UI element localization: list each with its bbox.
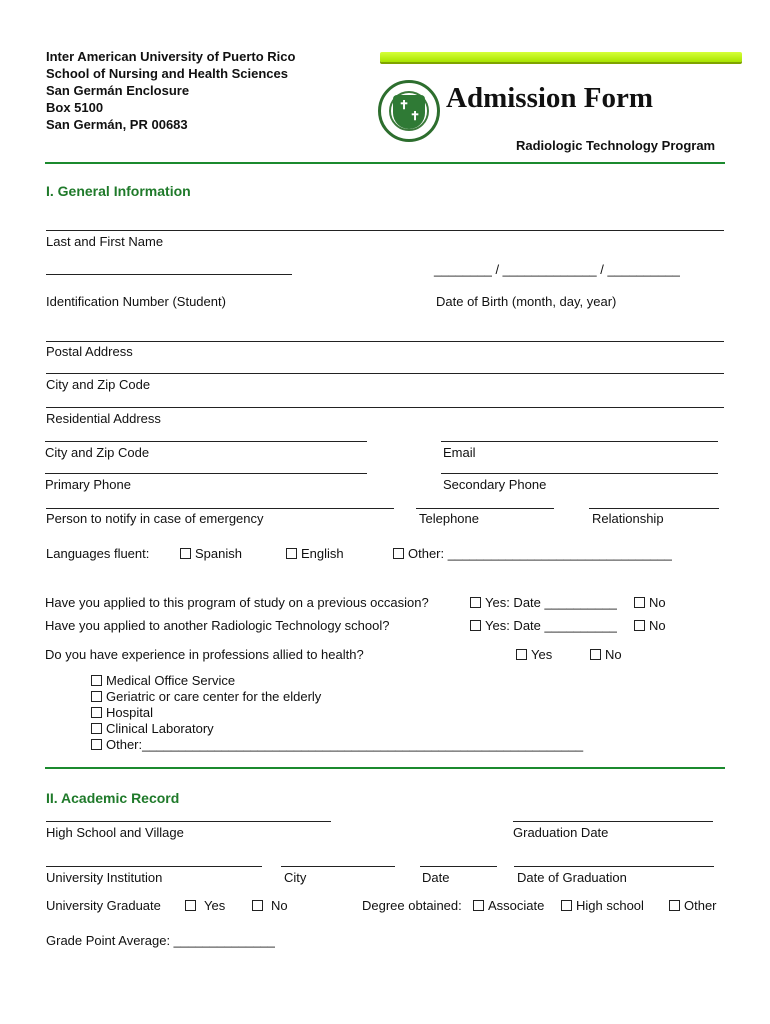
checkbox[interactable] (590, 649, 601, 660)
high-school-option[interactable] (561, 898, 644, 913)
experience-option-label: Clinical Laboratory (106, 721, 214, 736)
english-option[interactable] (286, 546, 344, 561)
yes-label: Yes (204, 898, 226, 913)
city-zip-field[interactable] (45, 441, 367, 442)
emergency-telephone-field[interactable] (416, 508, 554, 509)
experience-option[interactable] (91, 689, 583, 705)
graduate-no-option[interactable] (252, 898, 288, 913)
telephone-label: Telephone (419, 511, 479, 526)
question-applied-school: Have you applied to another Radiologic Technology school? (45, 618, 390, 633)
no-option[interactable] (634, 595, 666, 610)
no-label: No (649, 618, 666, 633)
secondary-phone-label: Secondary Phone (443, 477, 547, 492)
other-label: Other (684, 898, 717, 913)
date-of-graduation-label: Date of Graduation (517, 870, 627, 885)
graduation-date-label: Graduation Date (513, 825, 609, 840)
postal-address-field[interactable] (46, 341, 724, 342)
no-option[interactable] (590, 647, 622, 662)
checkbox[interactable] (180, 548, 191, 559)
university-institution-label: University Institution (46, 870, 163, 885)
graduation-date-field[interactable] (513, 821, 713, 822)
relationship-label: Relationship (592, 511, 664, 526)
cross-icon: ✝ (410, 109, 421, 123)
checkbox[interactable] (634, 597, 645, 608)
university-seal-logo (378, 80, 440, 142)
city-label: City (284, 870, 307, 885)
city-zip-field[interactable] (46, 373, 724, 374)
checkbox[interactable] (473, 900, 484, 911)
checkbox[interactable] (516, 649, 527, 660)
city-field[interactable] (281, 866, 395, 867)
cross-icon: ✝ (399, 98, 410, 112)
date-of-graduation-field[interactable] (514, 866, 714, 867)
emergency-contact-field[interactable] (46, 508, 394, 509)
checkbox[interactable] (470, 597, 481, 608)
highlight-bar (380, 52, 742, 62)
checkbox[interactable] (470, 620, 481, 631)
program-name: Radiologic Technology Program (516, 138, 716, 153)
institution-address (46, 48, 295, 133)
id-number-field[interactable] (46, 274, 292, 275)
secondary-phone-field[interactable] (441, 473, 718, 474)
primary-phone-field[interactable] (45, 473, 367, 474)
checkbox[interactable] (91, 675, 102, 686)
section-divider (45, 162, 725, 164)
checkbox[interactable] (669, 900, 680, 911)
dob-field[interactable]: ________ / _____________ / __________ (434, 262, 680, 277)
yes-option[interactable] (516, 647, 552, 662)
associate-option[interactable] (473, 898, 544, 913)
experience-option-label: Geriatric or care center for the elderly (106, 689, 322, 704)
other-language-label: Other: _______________________________ (408, 546, 672, 561)
address-line: Box 5100 (46, 100, 104, 115)
section-title-general: I. General Information (46, 183, 191, 199)
no-option[interactable] (634, 618, 666, 633)
checkbox[interactable] (561, 900, 572, 911)
question-experience: Do you have experience in professions allied to health? (45, 647, 364, 662)
checkbox[interactable] (185, 900, 196, 911)
address-line: Inter American University of Puerto Rico (46, 49, 296, 64)
languages-label: Languages fluent: (46, 546, 150, 561)
checkbox[interactable] (91, 707, 102, 718)
yes-date-label: Yes: Date __________ (485, 595, 617, 610)
experience-option-label: Medical Office Service (106, 673, 236, 688)
email-label: Email (443, 445, 476, 460)
residential-address-field[interactable] (46, 407, 724, 408)
experience-options-list (91, 673, 583, 753)
associate-label: Associate (488, 898, 545, 913)
graduate-yes-option[interactable] (185, 898, 225, 913)
date-label: Date (422, 870, 450, 885)
experience-option[interactable] (91, 737, 583, 753)
dob-label: Date of Birth (month, day, year) (436, 294, 617, 309)
address-line: San Germán Enclosure (46, 83, 190, 98)
section-title-academic: II. Academic Record (46, 790, 180, 806)
experience-option[interactable] (91, 705, 583, 721)
university-institution-field[interactable] (46, 866, 262, 867)
id-number-label: Identification Number (Student) (46, 294, 226, 309)
yes-date-option[interactable] (470, 618, 617, 633)
date-field[interactable] (420, 866, 497, 867)
checkbox[interactable] (91, 739, 102, 750)
experience-option-label: Hospital (106, 705, 153, 720)
gpa-field[interactable]: Grade Point Average: ______________ (46, 933, 275, 948)
no-label: No (605, 647, 622, 662)
name-field[interactable] (46, 230, 724, 231)
spanish-option[interactable] (180, 546, 242, 561)
checkbox[interactable] (91, 723, 102, 734)
checkbox[interactable] (286, 548, 297, 559)
yes-label: Yes (531, 647, 553, 662)
high-school-option-label: High school (576, 898, 644, 913)
primary-phone-label: Primary Phone (45, 477, 131, 492)
seal-shield-icon (393, 95, 425, 129)
section-divider (45, 767, 725, 769)
english-label: English (301, 546, 344, 561)
name-label: Last and First Name (46, 234, 164, 249)
city-zip-label: City and Zip Code (46, 377, 151, 392)
other-language-option[interactable] (393, 546, 672, 561)
checkbox[interactable] (393, 548, 404, 559)
postal-address-label: Postal Address (46, 344, 133, 359)
yes-date-option[interactable] (470, 595, 617, 610)
no-label: No (649, 595, 666, 610)
high-school-label: High School and Village (46, 825, 184, 840)
degree-obtained-label: Degree obtained: (362, 898, 462, 913)
email-field[interactable] (441, 441, 718, 442)
relationship-field[interactable] (589, 508, 719, 509)
checkbox[interactable] (252, 900, 263, 911)
experience-option[interactable] (91, 721, 583, 737)
experience-option-label: Other:_____________________________________________________________ (106, 737, 584, 752)
residential-address-label: Residential Address (46, 411, 161, 426)
experience-option[interactable] (91, 673, 583, 689)
address-line: San Germán, PR 00683 (46, 117, 188, 132)
no-label: No (271, 898, 288, 913)
form-title: Admission Form (446, 82, 654, 114)
question-applied-program: Have you applied to this program of study on a previous occasion? (45, 595, 429, 610)
high-school-field[interactable] (46, 821, 331, 822)
other-degree-option[interactable] (669, 898, 717, 913)
emergency-contact-label: Person to notify in case of emergency (46, 511, 264, 526)
yes-date-label: Yes: Date __________ (485, 618, 617, 633)
spanish-label: Spanish (195, 546, 242, 561)
university-graduate-label: University Graduate (46, 898, 161, 913)
city-zip-label: City and Zip Code (45, 445, 150, 460)
checkbox[interactable] (634, 620, 645, 631)
address-line: School of Nursing and Health Sciences (46, 66, 288, 81)
checkbox[interactable] (91, 691, 102, 702)
